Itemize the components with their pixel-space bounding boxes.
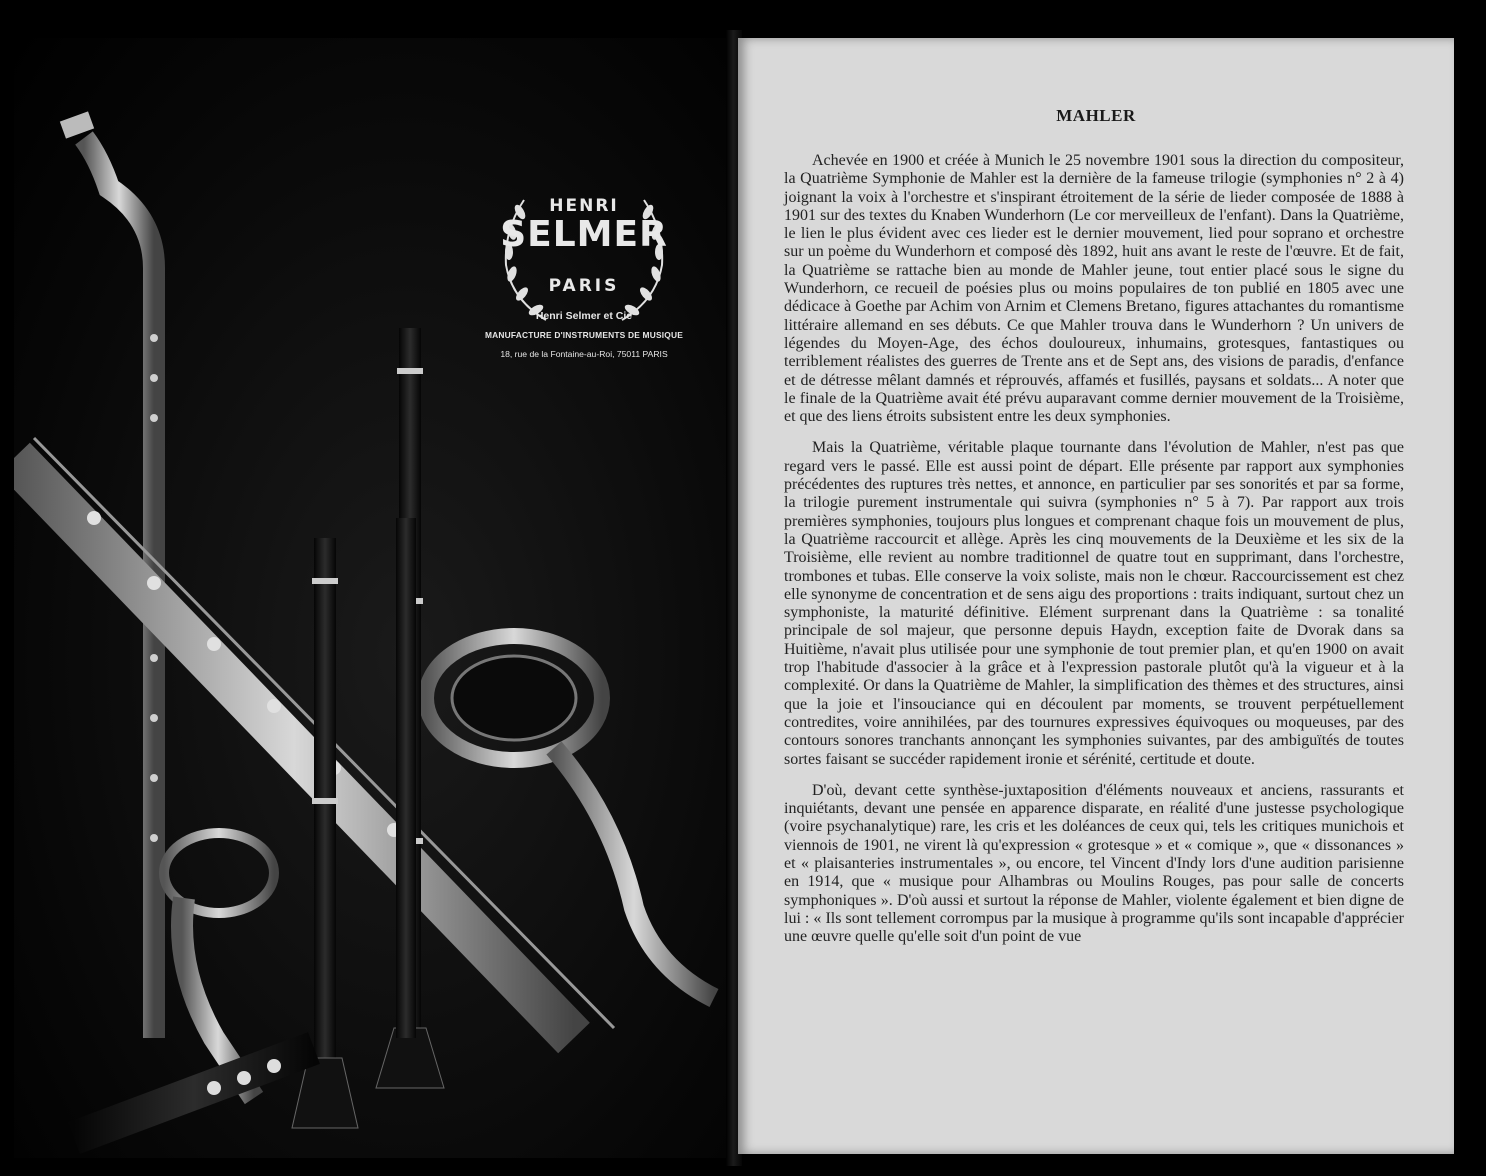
company-description: MANUFACTURE D'INSTRUMENTS DE MUSIQUE	[484, 330, 684, 340]
article-paragraph: Mais la Quatrième, véritable plaque tournante dans l'évolution de Mahler, n'est pas que regard vers le passé. Elle est aussi point de départ. Elle présente par rapport aux symphonies précédentes des ruptures très nettes, et annonce, en particulier par ses sonorités et par sa forme, la trilogie purement instrumentale qui suivra (symphonies n° 5 à 7). Par rapport aux trois premières symphonies, toujours plus longues et comprenant chaque fois un mouvement de plus, la Quatrième raccourcit et allège. Après les cinq mouvements de la Deuxième et les six de la Troisième, elle revient au nombre traditionnel de quatre tout en supprimant, dans l'orchestre, trombones et tubas. Elle conserve la voix soliste, mais non le chœur. Raccourcissement est chez elle synonyme de concentration et de sens aigu des proportions : traits indiquant, surtout chez un symphoniste, la maturité définitive. Elément surprenant dans la Quatrième : sa tonalité principale de sol majeur, que personne depuis Haydn, exception faite de Dvorak dans sa Huitième, n'avait plus utilisée pour une symphonie de tout premier plan, et qu'en 1900 on avait trop l'habitude d'associer à la grâce et à l'expression pastorale plutôt qu'à la vigueur et à la complexité. Or dans la Quatrième de Mahler, la simplification des thèmes et des structures, ainsi que la joie et l'insouciance qui en découlent par moments, se trouvent perpétuellement contredites, voire annihilées, par des tournures expressives équivoques ou moqueuses, par des contours sonores tranchants annonçant les symphonies suivantes, par des ambiguïtés de toutes sortes faisant se succéder rapidement ironie et sérénité, certitude et doute.	[784, 439, 1404, 768]
company-info	[454, 310, 714, 359]
article-body	[784, 152, 1404, 959]
advertisement-page	[14, 38, 726, 1158]
alto-clarinet-lower	[74, 1048, 314, 1138]
article-paragraph: D'où, devant cette synthèse-juxtaposition d'éléments nouveaux et anciens, rassurants et inquiétants, devant une pensée en apparence disparate, en réalité d'une justesse psychologique (voire psychanalytique) rare, les cris et les doléances de ceux qui, tels les critiques munichois et viennois de 1901, ne virent là qu'expression « grotesque » et « comique », que « dissonances » et « plaisanteries instrumentales », ou encore, tel Vincent d'Indy lors d'une audition parisienne en 1914, que « musique pour Alhambras ou Moulins Rouges, pas pour salle de concerts symphoniques ». D'où aussi et surtout la réponse de Mahler, violente également et bien digne de lui : « Ils sont tellement corrompus par la musique à programme qu'ils sont incapable d'apprécier une œuvre quelle qu'elle soit d'un point de vue	[784, 781, 1404, 946]
article-page	[738, 38, 1454, 1154]
company-address: 18, rue de la Fontaine-au-Roi, 75011 PARIS	[500, 349, 668, 359]
article-title: MAHLER	[1056, 106, 1136, 125]
logo-selmer: SELMER	[500, 214, 668, 255]
logo-paris: PARIS	[548, 276, 620, 296]
company-name: Henri Selmer et Cie	[535, 310, 633, 322]
clarinet	[396, 518, 416, 1038]
logo-henri: HENRI	[549, 196, 619, 216]
article-paragraph: Achevée en 1900 et créée à Munich le 25 novembre 1901 sous la direction du compositeur, la Quatrième Symphonie de Mahler est la dernière de la fameuse trilogie (symphonies n° 2 à 4) joignant la voix à l'orchestre et s'inspirant étroitement de la série de lieder composée de 1888 à 1901 sur des textes du Knaben Wunderhorn (Le cor merveilleux de l'enfant). Dans la Quatrième, le lien le plus évident avec ces lieder est le dernier mouvement, lied pour soprano et orchestre sur un poème du Wunderhorn et composé dès 1892, huit ans avant le reste de l'œuvre. Et de fait, la Quatrième se rattache bien au monde de Mahler jeune, tout entier placé sous le signe du Wunderhorn, ce recueil de poésies plus ou moins populaires de ton publié en 1805 avec une dédicace à Goethe par Achim von Arnim et Clemens Bretano, figures attachantes du romantisme littéraire allemand en ses débuts. Ce que Mahler trouva dans le Wunderhorn ? Un univers de légendes du Moyen-Age, des échos douloureux, inhumains, grotesques, fantastiques ou terriblement réalistes des guerres de Trente ans et de Sept ans, des visions de paradis, d'enfance et de détresse mêlant damnés et réprouvés, affamés et fusillés, paysans et soldats... A noter que le finale de la Quatrième avait été prévu auparavant comme dernier mouvement de la Troisième, et que des liens étroits subsistent entre les deux symphonies.	[784, 152, 1404, 426]
